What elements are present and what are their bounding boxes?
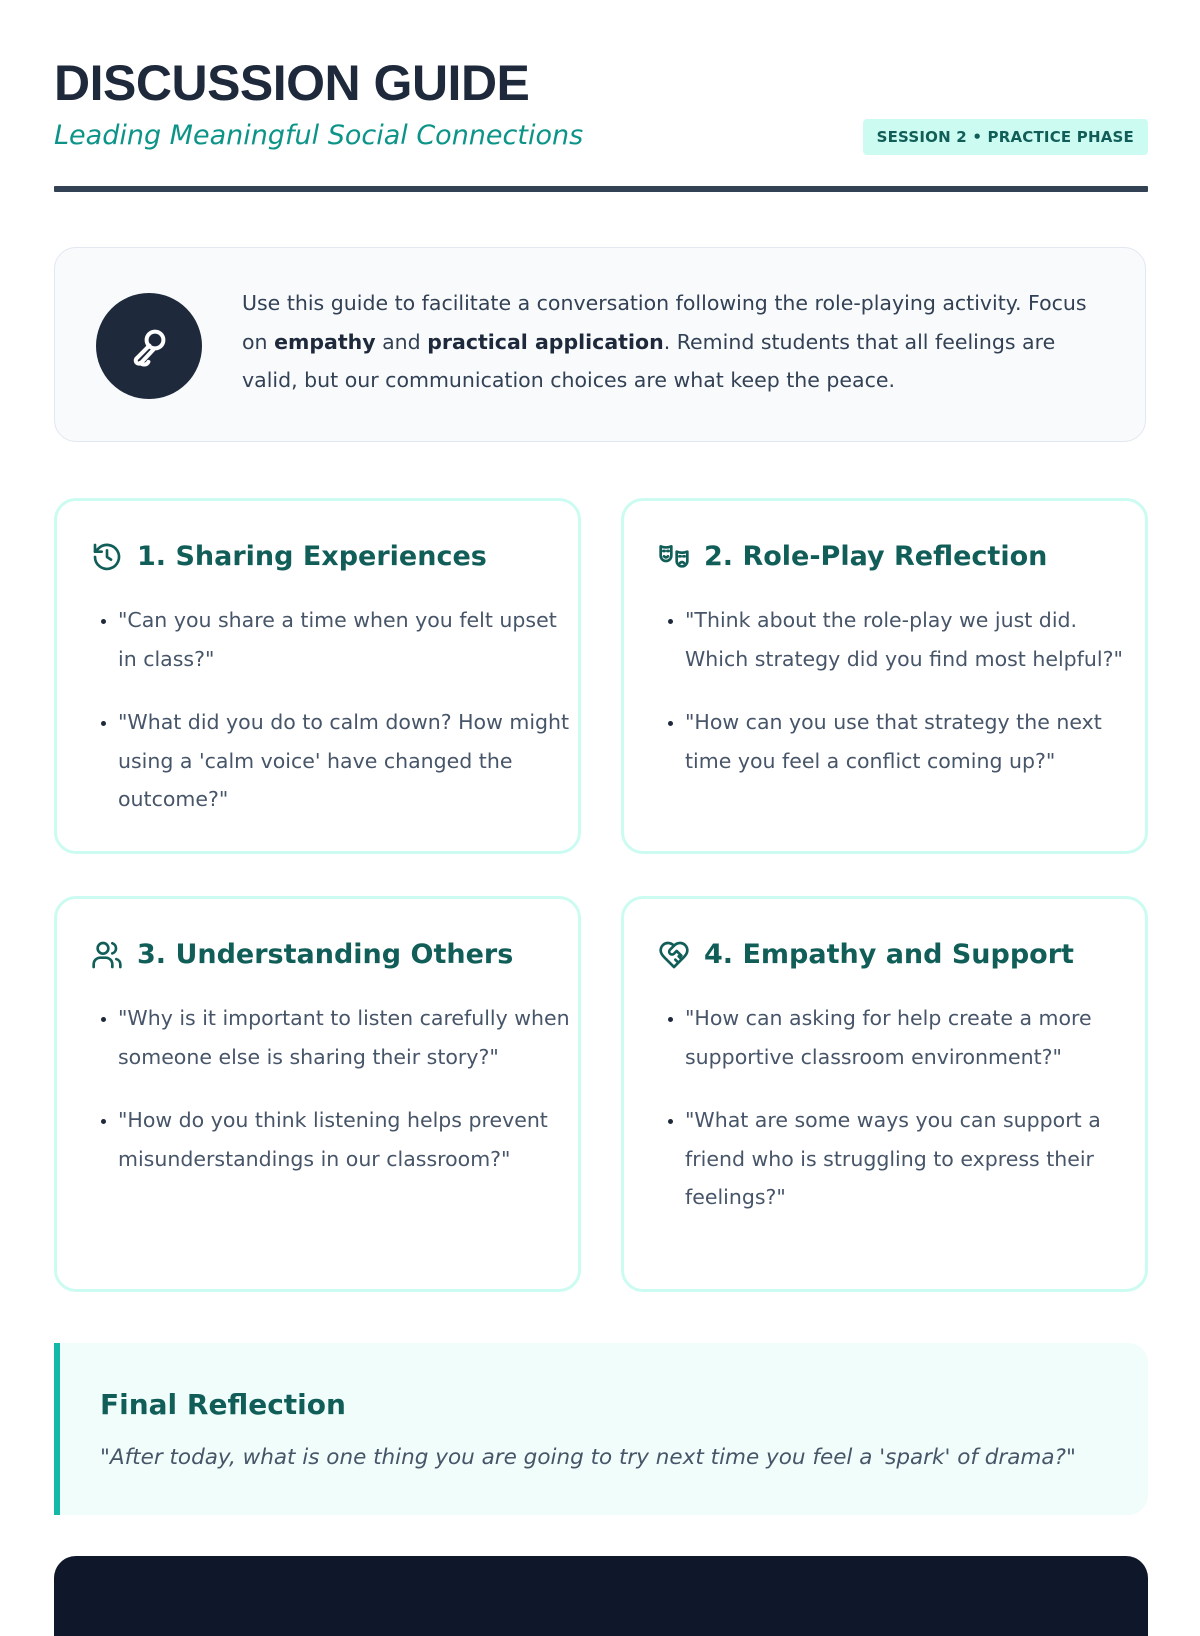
intro-emphasis-application: practical application	[427, 329, 664, 354]
heart-handshake-icon	[658, 939, 690, 971]
question-item: • "Why is it important to listen carefully when someone else is sharing their story?"	[118, 999, 578, 1076]
card-title: 3. Understanding Others	[137, 939, 514, 970]
intro-emphasis-empathy: empathy	[274, 329, 376, 354]
session-badge: SESSION 2 • PRACTICE PHASE	[863, 119, 1148, 155]
question-item: • "Can you share a time when you felt upset in class?"	[118, 601, 578, 678]
card-role-play-reflection	[621, 498, 1148, 854]
final-reflection-panel	[54, 1343, 1148, 1515]
question-list	[91, 601, 578, 844]
intro-text: Use this guide to facilitate a conversation following the role-playing activity. Focus on empathy and practical application. Remind students that all feelings are valid, but our communication choices are what keep the peace.	[242, 291, 1087, 392]
intro-panel	[54, 247, 1146, 442]
history-icon	[91, 541, 123, 573]
question-list	[658, 999, 1145, 1242]
question-item: • "Think about the role-play we just did. Which strategy did you find most helpful?"	[685, 601, 1145, 678]
page-subtitle: Leading Meaningful Social Connections	[54, 120, 584, 151]
final-reflection-quote: "After today, what is one thing you are going to try next time you feel a 'spark' of drama?"	[100, 1445, 1076, 1470]
card-empathy-support	[621, 896, 1148, 1292]
question-item: • "How can you use that strategy the next time you feel a conflict coming up?"	[685, 703, 1145, 780]
question-list	[658, 601, 1145, 805]
question-item: • "What did you do to calm down? How might using a 'calm voice' have changed the outcome?"	[118, 703, 578, 819]
card-understanding-others	[54, 896, 581, 1292]
question-item: • "What are some ways you can support a friend who is struggling to express their feelings?"	[685, 1101, 1145, 1217]
page-title: DISCUSSION GUIDE	[54, 55, 530, 111]
users-icon	[91, 939, 123, 971]
footer-bar	[54, 1556, 1148, 1636]
theater-masks-icon	[658, 541, 690, 573]
card-title: 2. Role-Play Reflection	[704, 541, 1048, 572]
card-sharing-experiences	[54, 498, 581, 854]
final-reflection-title: Final Reflection	[100, 1388, 346, 1421]
card-title: 1. Sharing Experiences	[137, 541, 487, 572]
card-title: 4. Empathy and Support	[704, 939, 1074, 970]
question-list	[91, 999, 578, 1203]
header-divider	[54, 186, 1148, 192]
microphone-icon	[96, 293, 202, 399]
question-item: • "How do you think listening helps prevent misunderstandings in our classroom?"	[118, 1101, 578, 1178]
question-item: • "How can asking for help create a more supportive classroom environment?"	[685, 999, 1145, 1076]
